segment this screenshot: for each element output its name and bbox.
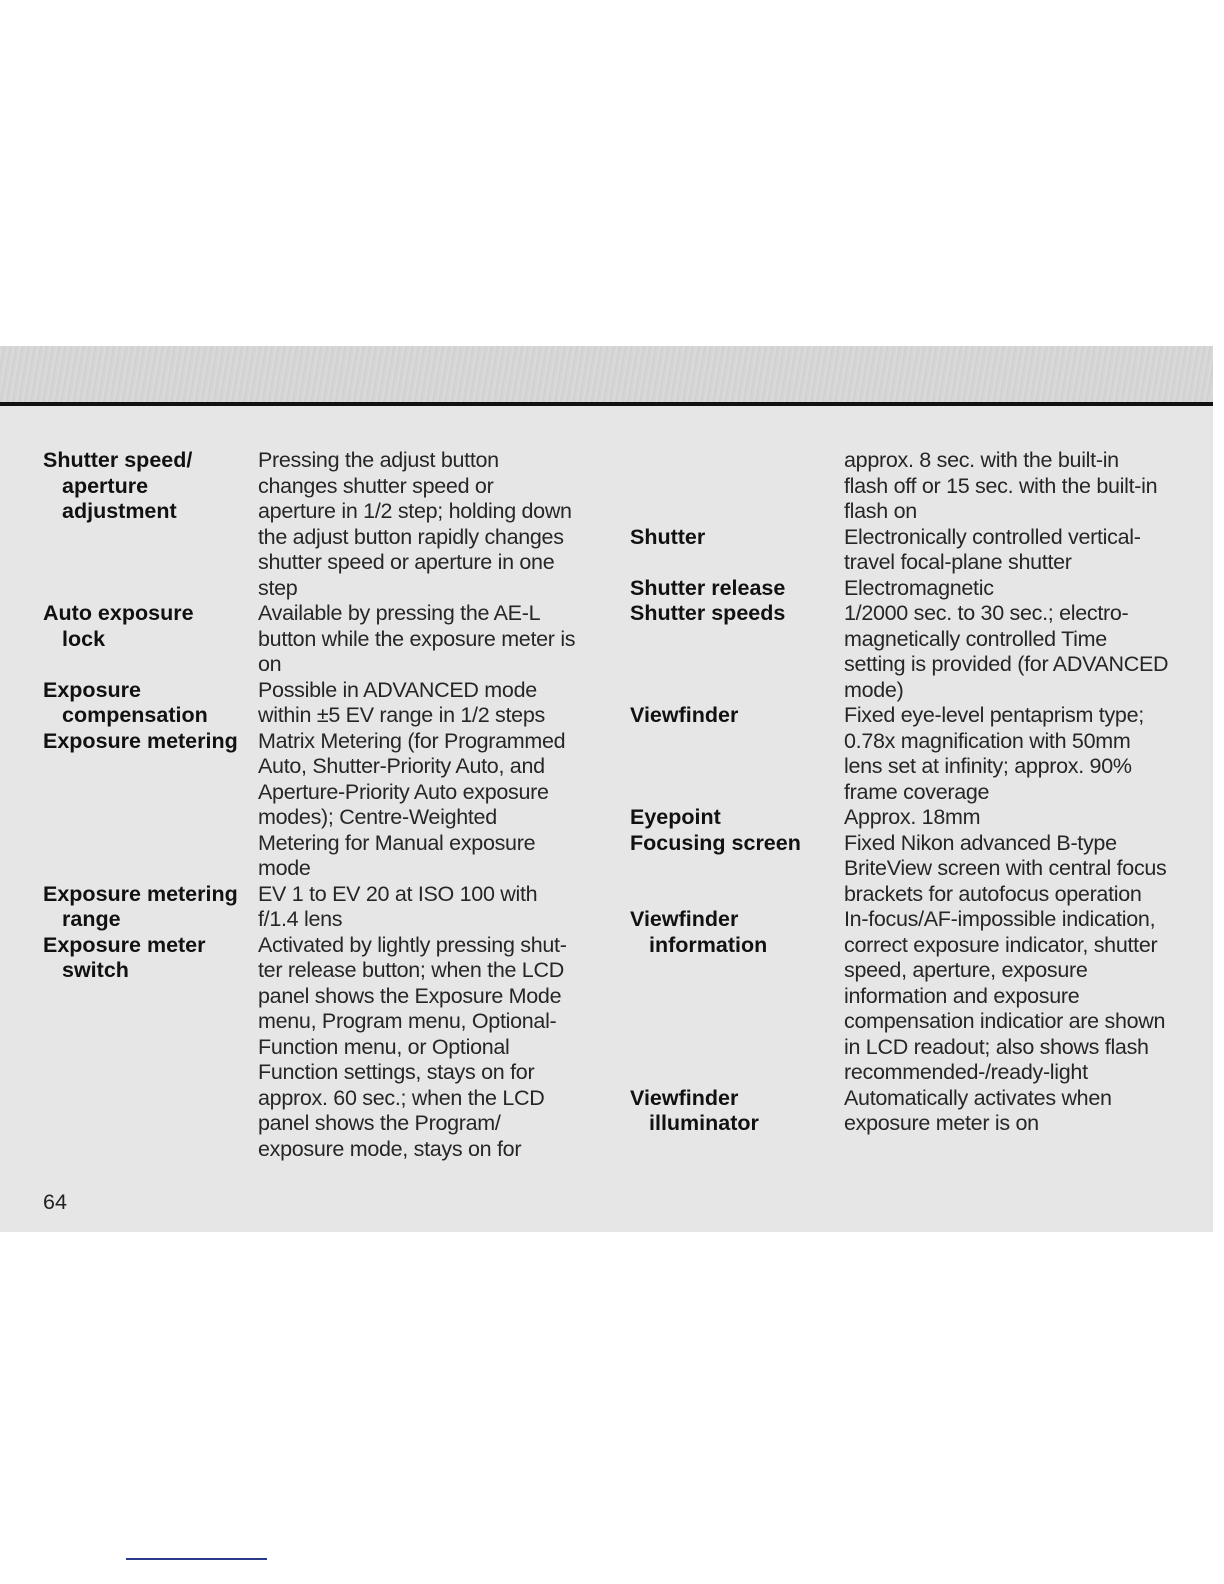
spec-definition-line: setting is provided (for ADVANCED xyxy=(844,652,1169,676)
spec-definition-line: exposure mode, stays on for xyxy=(258,1136,522,1161)
spec-term-line: Auto exposure xyxy=(43,601,194,625)
spec-definition-line: Aperture-Priority Auto exposure xyxy=(258,779,549,804)
spec-definition-line: Activated by lightly pressing shut- xyxy=(258,932,567,957)
spec-term-line: Exposure xyxy=(43,677,141,702)
spec-row xyxy=(630,805,1200,831)
spec-definition-line: speed, aperture, exposure xyxy=(844,958,1088,982)
spec-definition-line: the adjust button rapidly changes xyxy=(258,524,564,549)
spec-definition-line: button while the exposure meter is xyxy=(258,626,576,651)
spec-definition-line: Approx. 18mm xyxy=(844,805,981,829)
header-rule xyxy=(0,402,1213,406)
spec-definition xyxy=(258,933,603,1163)
spec-row xyxy=(630,1086,1200,1137)
spec-definition-line: menu, Program menu, Optional- xyxy=(258,1009,557,1033)
spec-definition xyxy=(258,601,603,678)
spec-term xyxy=(630,525,844,551)
spec-definition-line: 0.78x magnification with 50mm xyxy=(844,728,1131,753)
spec-definition-line: shutter speed or aperture in one xyxy=(258,550,555,574)
spec-definition-line: within ±5 EV range in 1/2 steps xyxy=(258,703,545,727)
spec-term xyxy=(43,882,258,933)
spec-definition xyxy=(844,525,1200,576)
spec-row xyxy=(43,882,603,933)
spec-row xyxy=(630,703,1200,805)
spec-definition-line: Pressing the adjust button xyxy=(258,448,499,472)
spec-term xyxy=(630,601,844,627)
spec-definition-line: approx. 60 sec.; when the LCD xyxy=(258,1085,545,1110)
spec-definition xyxy=(844,703,1200,805)
spec-term xyxy=(630,907,844,958)
spec-definition-line: flash off or 15 sec. with the built-in xyxy=(844,473,1158,498)
spec-definition xyxy=(844,831,1200,908)
spec-term-line: Viewfinder xyxy=(630,1085,739,1110)
spec-term-line: aperture xyxy=(62,473,149,498)
spec-definition-line: brackets for autofocus operation xyxy=(844,881,1142,906)
spec-definition-line: mode) xyxy=(844,677,904,702)
manual-page xyxy=(0,346,1213,1232)
spec-term xyxy=(630,805,844,831)
header-band xyxy=(0,346,1213,402)
spec-row xyxy=(43,729,603,882)
spec-definition-line: Fixed Nikon advanced B-type xyxy=(844,830,1117,855)
spec-definition-line: Auto, Shutter-Priority Auto, and xyxy=(258,754,545,778)
spec-definition xyxy=(844,448,1200,525)
spec-term xyxy=(43,601,258,652)
spec-row xyxy=(630,831,1200,908)
spec-term xyxy=(630,1086,844,1137)
spec-term-line: Shutter speeds xyxy=(630,601,786,625)
spec-term-line: compensation xyxy=(62,703,208,727)
page-number: 64 xyxy=(43,1190,67,1214)
spec-definition xyxy=(258,448,603,601)
spec-definition xyxy=(258,678,603,729)
spec-term-line: Shutter speed/ xyxy=(43,448,193,472)
spec-column-right xyxy=(630,448,1200,1137)
spec-definition-line: Available by pressing the AE-L xyxy=(258,601,541,625)
spec-definition-line: approx. 8 sec. with the built-in xyxy=(844,448,1119,472)
spec-definition-line: changes shutter speed or xyxy=(258,473,494,498)
spec-definition-line: mode xyxy=(258,856,311,880)
spec-definition xyxy=(844,576,1200,602)
spec-term xyxy=(43,678,258,729)
spec-definition-line: Fixed eye-level pentaprism type; xyxy=(844,703,1144,727)
spec-definition-line: 1/2000 sec. to 30 sec.; electro- xyxy=(844,601,1129,625)
spec-definition-line: panel shows the Program/ xyxy=(258,1111,501,1135)
spec-definition-line: flash on xyxy=(844,499,917,523)
spec-term xyxy=(43,729,258,755)
spec-row xyxy=(630,525,1200,576)
spec-term xyxy=(630,703,844,729)
spec-definition-line: correct exposure indicator, shutter xyxy=(844,932,1158,957)
spec-definition-line: travel focal-plane shutter xyxy=(844,550,1072,574)
spec-term-line: illuminator xyxy=(649,1111,759,1135)
spec-definition xyxy=(844,601,1200,703)
spec-definition-line: BriteView screen with central focus xyxy=(844,856,1167,880)
spec-term xyxy=(43,933,258,984)
spec-definition-line: Automatically activates when xyxy=(844,1085,1112,1110)
spec-definition-line: modes); Centre-Weighted xyxy=(258,805,497,829)
spec-term-line: switch xyxy=(62,958,129,982)
spec-row xyxy=(43,933,603,1163)
spec-definition-line: Metering for Manual exposure xyxy=(258,830,536,855)
spec-row xyxy=(630,601,1200,703)
spec-term-line: range xyxy=(62,907,121,931)
spec-definition-line: lens set at infinity; approx. 90% xyxy=(844,754,1132,778)
spec-term-line: Shutter release xyxy=(630,575,786,600)
spec-definition-line: in LCD readout; also shows flash xyxy=(844,1034,1149,1059)
scan-underline xyxy=(126,1558,267,1560)
spec-column-left xyxy=(43,448,603,1162)
spec-term xyxy=(43,448,258,525)
spec-term-line: Shutter xyxy=(630,524,706,549)
spec-term-line: Viewfinder xyxy=(630,703,739,727)
spec-term-line: Focusing screen xyxy=(630,830,801,855)
spec-definition-line: ter release button; when the LCD xyxy=(258,958,564,982)
spec-definition-line: exposure meter is on xyxy=(844,1111,1039,1135)
spec-term-line: Exposure metering xyxy=(43,881,238,906)
spec-definition-line: EV 1 to EV 20 at ISO 100 with xyxy=(258,881,538,906)
spec-definition xyxy=(844,1086,1200,1137)
spec-term-line: information xyxy=(649,932,768,957)
spec-term xyxy=(630,576,844,602)
spec-definition-line: Matrix Metering (for Programmed xyxy=(258,728,566,753)
spec-definition-line: frame coverage xyxy=(844,779,990,804)
spec-row xyxy=(43,601,603,678)
spec-definition-line: f/1.4 lens xyxy=(258,907,343,931)
spec-definition-line: aperture in 1/2 step; holding down xyxy=(258,499,572,523)
spec-definition xyxy=(844,907,1200,1086)
spec-definition-line: Electronically controlled vertical- xyxy=(844,524,1141,549)
spec-definition-line: compensation indicatior are shown xyxy=(844,1009,1166,1033)
spec-definition-line: magnetically controlled Time xyxy=(844,626,1107,651)
spec-definition xyxy=(258,729,603,882)
spec-row xyxy=(43,678,603,729)
spec-definition-line: Function menu, or Optional xyxy=(258,1034,510,1059)
spec-term-line: Viewfinder xyxy=(630,907,739,931)
spec-definition xyxy=(844,805,1200,831)
spec-row xyxy=(43,448,603,601)
spec-definition-line: on xyxy=(258,652,282,676)
spec-row xyxy=(630,907,1200,1086)
spec-term-line: adjustment xyxy=(62,499,177,523)
spec-definition-line: Possible in ADVANCED mode xyxy=(258,677,537,702)
spec-row xyxy=(630,576,1200,602)
spec-term xyxy=(630,831,844,857)
spec-definition-line: recommended-/ready-light xyxy=(844,1060,1088,1084)
spec-definition-line: panel shows the Exposure Mode xyxy=(258,983,562,1008)
spec-row xyxy=(630,448,1200,525)
spec-definition-line: step xyxy=(258,575,298,600)
spec-definition-line: In-focus/AF-impossible indication, xyxy=(844,907,1156,931)
spec-term-line: Exposure meter xyxy=(43,932,206,957)
spec-definition-line: Electromagnetic xyxy=(844,575,994,600)
spec-term-line: Exposure metering xyxy=(43,728,238,753)
spec-definition-line: information and exposure xyxy=(844,983,1080,1008)
spec-term-line: lock xyxy=(62,626,106,651)
spec-definition xyxy=(258,882,603,933)
spec-definition-line: Function settings, stays on for xyxy=(258,1060,535,1084)
spec-term-line: Eyepoint xyxy=(630,805,721,829)
